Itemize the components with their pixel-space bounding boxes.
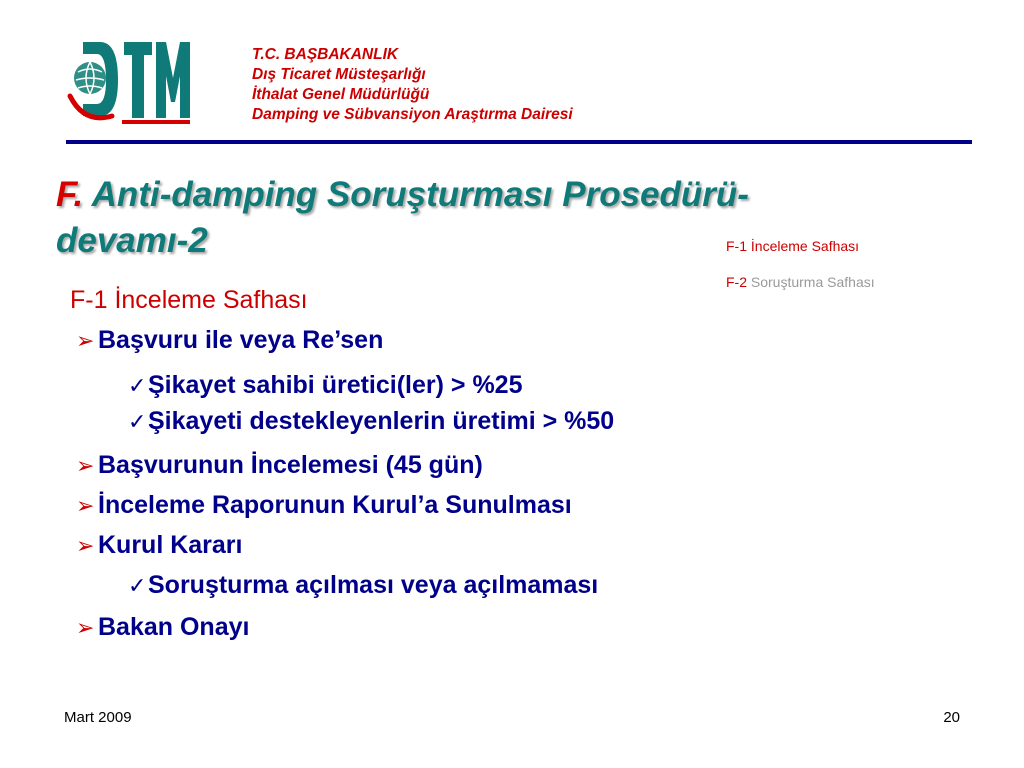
page-number: 20 xyxy=(943,709,960,726)
globe-icon xyxy=(74,62,106,94)
sub-list-item: ✓Şikayet sahibi üretici(ler) > %25 xyxy=(128,365,522,405)
list-item: ➢ Başvurunun İncelemesi (45 gün) xyxy=(76,445,483,485)
nav-item-f2-code: F-2 xyxy=(726,274,747,290)
sub-list-item: ✓Soruşturma açılması veya açılmaması xyxy=(128,565,598,605)
header-divider xyxy=(66,140,972,144)
title-rest: Anti-damping Soruşturması Prosedürü- xyxy=(83,175,749,214)
nav-item-f2[interactable] xyxy=(726,274,875,290)
list-item: ➢ Bakan Onayı xyxy=(76,607,249,647)
list-item: ➢ Başvuru ile veya Re’sen xyxy=(76,320,383,360)
header-line-1: T.C. BAŞBAKANLIK xyxy=(252,46,399,63)
nav-item-f1[interactable]: F-1 İnceleme Safhası xyxy=(726,238,860,254)
footer-date: Mart 2009 xyxy=(64,709,132,726)
dtm-logo xyxy=(66,38,192,128)
nav-item-f2-label: Soruşturma Safhası xyxy=(747,274,875,290)
header-line-2: Dış Ticaret Müsteşarlığı xyxy=(252,66,426,83)
check-bullet-icon: ✓ xyxy=(128,409,147,434)
check-bullet-icon: ✓ xyxy=(128,573,147,598)
header-line-4: Damping ve Sübvansiyon Araştırma Dairesi xyxy=(252,106,573,123)
list-item: ➢ İnceleme Raporunun Kurul’a Sunulması xyxy=(76,485,572,525)
title-line-2: devamı-2 xyxy=(56,221,208,260)
arrow-bullet-icon: ➢ xyxy=(76,453,95,478)
title-lead: F. xyxy=(56,175,84,214)
header-line-3: İthalat Genel Müdürlüğü xyxy=(252,86,430,103)
arrow-bullet-icon: ➢ xyxy=(76,493,95,518)
header-organization xyxy=(252,45,573,125)
arrow-bullet-icon: ➢ xyxy=(76,533,95,558)
arrow-bullet-icon: ➢ xyxy=(76,615,95,640)
section-heading: F-1 İnceleme Safhası xyxy=(70,286,308,314)
list-item: ➢ Kurul Kararı xyxy=(76,525,242,565)
check-bullet-icon: ✓ xyxy=(128,373,147,398)
arrow-bullet-icon: ➢ xyxy=(76,328,95,353)
sub-list-item: ✓Şikayeti destekleyenlerin üretimi > %50 xyxy=(128,401,614,441)
